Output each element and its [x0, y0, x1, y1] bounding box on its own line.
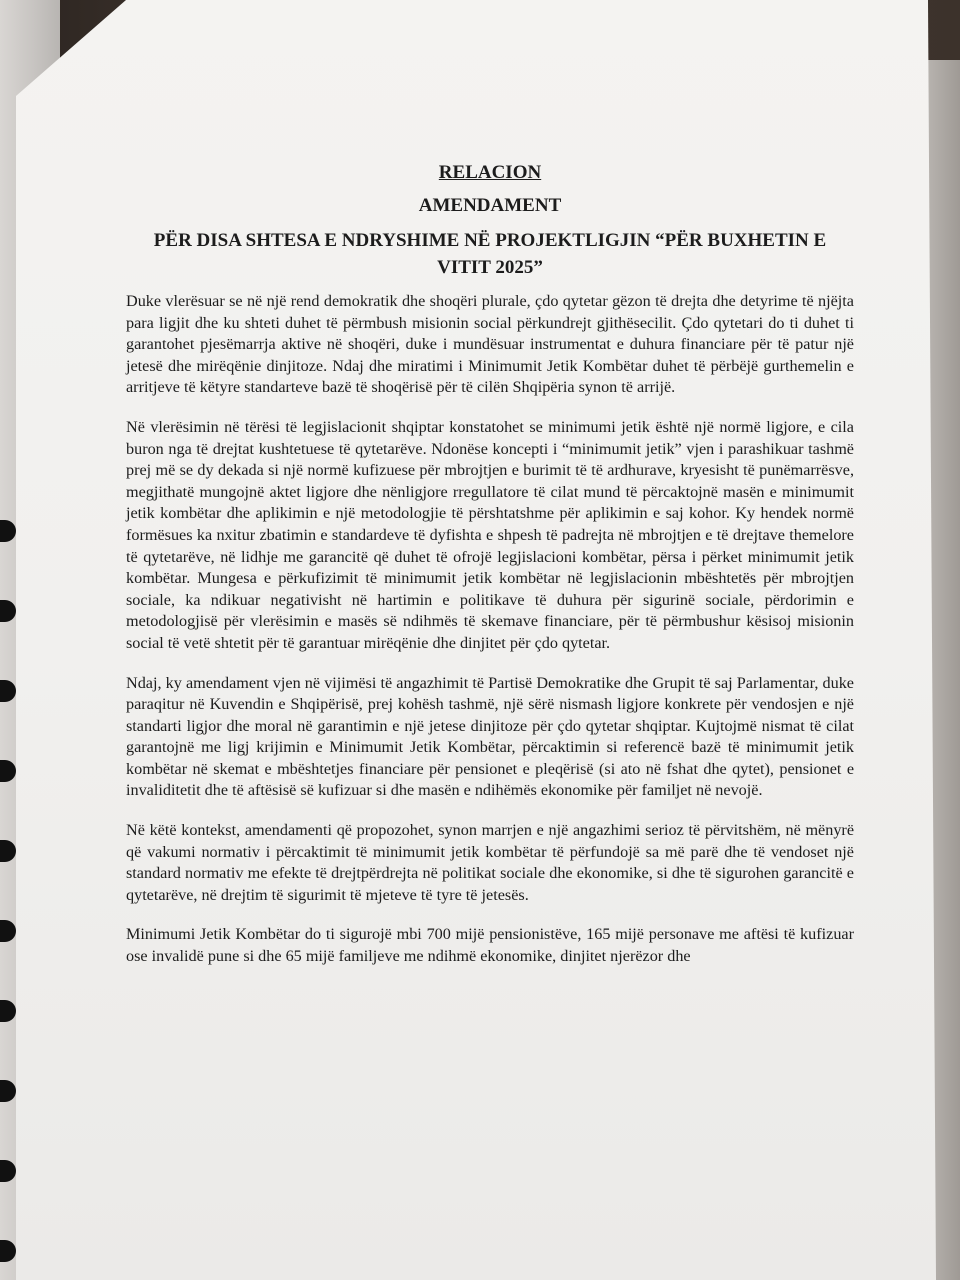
binder-hole [0, 1160, 16, 1182]
binder-hole [0, 1240, 16, 1262]
paragraph: Në vlerësimin në tërësi të legjislacionit shqiptar konstatohet se minimumi jetik është një normë ligjore, e cila buron nga të drejtat kushtetuese të qytetarëve. Ndonëse koncepti i “minimumit jetik” vjen i parashikuar tashmë prej më se dy dekada si një normë kufizuese për mbrojtjen e burimit të të ardhurave, kryesisht të punëmarrësve, megjithatë mungojnë aktet ligjore dhe nënligjore rregullatore të cilat mund të përcaktojnë masën e minimumit jetik kombëtar dhe aplikimin e një metodologjie të përshtatshme për aplikimin e saj kohor. Ky hendek normë formësues ka nxitur zbatimin e standardeve të dyfishta e shpesh të padrejta në mbrojtjen e të drejtave themelore të qytetarëve, në lidhje me garancitë që duhet të ofrojë legjislacioni kombëtar, përsa i përket minimumit jetik kombëtar. Mungesa e përkufizimit të minimumit jetik kombëtar në legjislacionin mbështetës për mbrojtjen sociale, ka ndikuar negativisht në hartimin e politikave të duhura për sigurinë sociale, përdorimin e metodologjisë për vlerësimin e masës së ndihmës të skemave financiare, për të përmbushur kësisoj misionin social të vetë shtetit për të garantuar mirëqënie dhe dinjitet për çdo qytetar. [126, 417, 854, 652]
binder-hole [0, 680, 16, 702]
binder-hole [0, 760, 16, 782]
binder-hole [0, 1000, 16, 1022]
document-heading: PËR DISA SHTESA E NDRYSHIME NË PROJEKTLIGJIN “PËR BUXHETIN E VITIT 2025” [153, 230, 827, 278]
document-subtitle: AMENDAMENT [418, 195, 562, 216]
binder-hole [0, 520, 16, 542]
paragraph: Në këtë kontekst, amendamenti që propozohet, synon marrjen e një angazhimi serioz të përvitshëm, në mënyrë që vakumi normativ i përcaktimit të minimumit jetik kombëtar të përfundojë sa më parë dhe të vendoset një standard normativ me efekte të drejtpërdrejta në politikat sociale dhe ekonomike, si dhe të sigurohen garancitë e qytetarëve, në drejtim të sigurimit të mjeteve të tyre të jetesës. [126, 821, 854, 904]
document-title: RELACION [438, 162, 542, 183]
document-body [126, 162, 854, 986]
paragraph: Minimumi Jetik Kombëtar do ti sigurojë mbi 700 mijë pensionistëve, 165 mijë personave me aftësi të kufizuar ose invalidë pune si dhe 65 mijë familjeve me ndihmë ekonomike, dinjitet njerëzor dhe [126, 925, 854, 966]
paragraph: Ndaj, ky amendament vjen në vijimësi të angazhimit të Partisë Demokratike dhe Grupit të saj Parlamentar, duke paraqitur në Kuvendin e Shqipërisë, prej kohësh tashmë, një sërë nismash ligjore konkrete për vendosjen e një standarti ligjor dhe moral në garantimin e një jetese dinjitoze për çdo qytetar shqiptar. Kujtojmë nismat të cilat garantojnë me ligj krijimin e Minimumit Jetik Kombëtar, përcaktimin si referencë bazë të minimumit jetik kombëtar në skemat e mbështetjes financiare për pensionet e pleqërisë (si ato në fshat dhe qytet), pensionet e invaliditetit dhe të aftësisë së kufizuar si dhe masën e ndihëmës ekonomike për familjet në nevojë. [126, 673, 854, 800]
binder-hole [0, 600, 16, 622]
paragraph: Duke vlerësuar se në një rend demokratik dhe shoqëri plurale, çdo qytetar gëzon të drejta dhe detyrime të njëjta para ligjit dhe ku shteti duhet të përmbush misionin social përkundrejt gjithësecilit. Çdo qytetari do ti duhet ti garantohet pjesëmarrja aktive në shoqëri, duke i mundësuar instrumentat e duhura financiare për të patur një jetesë dhe mirëqënie dinjitoze. Ndaj dhe miratimi i Minimumit Jetik Kombëtar duhet të përbëjë gurthemelin e arritjeve të këtyre standarteve bazë të shoqërisë për të cilën Shqipëria synon të arrijë. [126, 292, 854, 397]
binder-hole [0, 920, 16, 942]
binder-hole [0, 1080, 16, 1102]
binder-hole [0, 840, 16, 862]
